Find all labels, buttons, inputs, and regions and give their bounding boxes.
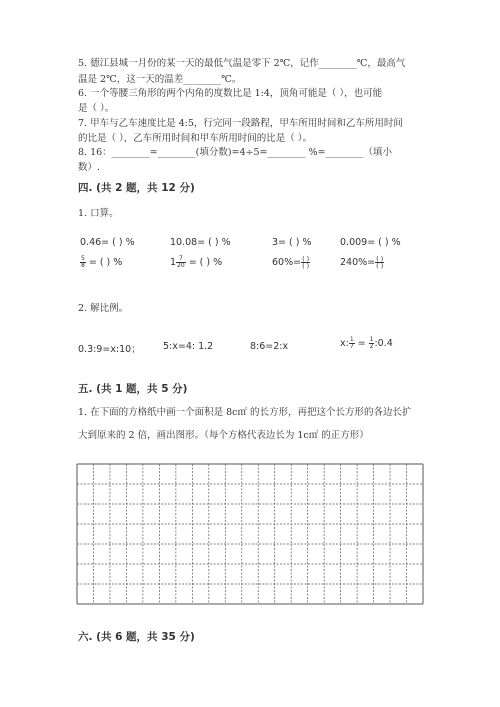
fraction: $\frac{5}{8}$ (81, 255, 85, 269)
mental-calc-r1c2: 10.08= ( ) % (170, 237, 231, 248)
proportion-4: x: $\frac{1}{7}$ = $\frac{1}{2}$ :0.4 (340, 336, 393, 350)
q6-line2: 是（ ）。 (78, 103, 115, 114)
proportion-1: 0.3:9=x:10； (78, 344, 141, 355)
q5-line2: 温是 2℃，这一天的温差________℃。 (78, 74, 242, 85)
q7-line1: 7. 甲车与乙车速度比是 4:5，行完同一段路程，甲车所用时间和乙车所用时间 (78, 118, 403, 129)
mental-calc-r1c1: 0.46= ( ) % (80, 237, 135, 248)
mental-calc-r1c4: 0.009= ( ) % (340, 237, 401, 248)
fraction: $\frac{7}{20}$ (177, 255, 185, 269)
fraction: $\frac{1}{7}$ (349, 336, 354, 350)
q5-line1: 5. 德江县城一月份的某一天的最低气温是零下 2℃，记作________℃，最高气 (78, 58, 406, 69)
mental-calc-r2c4: 240%= $\frac{( )}{( )}$ (340, 255, 384, 270)
proportion-2: 5:x=4: 1.2 (163, 341, 214, 352)
section6-heading: 六. (共 6 题，共 35 分) (78, 631, 195, 643)
fraction: $\frac{1}{2}$ (369, 336, 374, 350)
q7-line2: 的比是（ ），乙车所用时间和甲车所用时间的比是（ ）。 (78, 133, 313, 144)
section4-p1-label: 1. 口算。 (78, 208, 119, 219)
mental-calc-r2c2: 1 $\frac{7}{20}$ = ( ) % (170, 255, 223, 269)
mental-calc-r1c3: 3= ( ) % (272, 237, 312, 248)
proportion-3: 8:6=2:x (250, 341, 289, 352)
q8-line1: 8. 16：________=________(填分数)=4÷5=________ %=________（填小 (78, 147, 393, 158)
section5-q1-line1: 1. 在下面的方格纸中画一个面积是 8c㎡ 的长方形，再把这个长方形的各边长扩 (78, 407, 412, 418)
section4-heading: 四. (共 2 题，共 12 分) (78, 182, 195, 194)
section5-heading: 五. (共 1 题，共 5 分) (78, 383, 188, 395)
blank-fraction: $\frac{( )}{( )}$ (302, 255, 310, 270)
q8-line2: 数）. (78, 162, 101, 173)
q6-line1: 6. 一个等腰三角形的两个内角的度数比是 1:4，顶角可能是（ ），也可能 (78, 88, 383, 99)
mental-calc-r2c3: 60%= $\frac{( )}{( )}$ (272, 255, 310, 270)
square-grid-paper[interactable] (76, 463, 424, 606)
blank-fraction: $\frac{( )}{( )}$ (376, 255, 384, 270)
section4-p2-label: 2. 解比例。 (78, 303, 129, 314)
mental-calc-r2c1: $\frac{5}{8}$ = ( ) % (81, 255, 123, 269)
section5-q1-line2: 大到原来的 2 倍，画出图形。（每个方格代表边长为 1c㎡ 的正方形） (78, 430, 369, 441)
